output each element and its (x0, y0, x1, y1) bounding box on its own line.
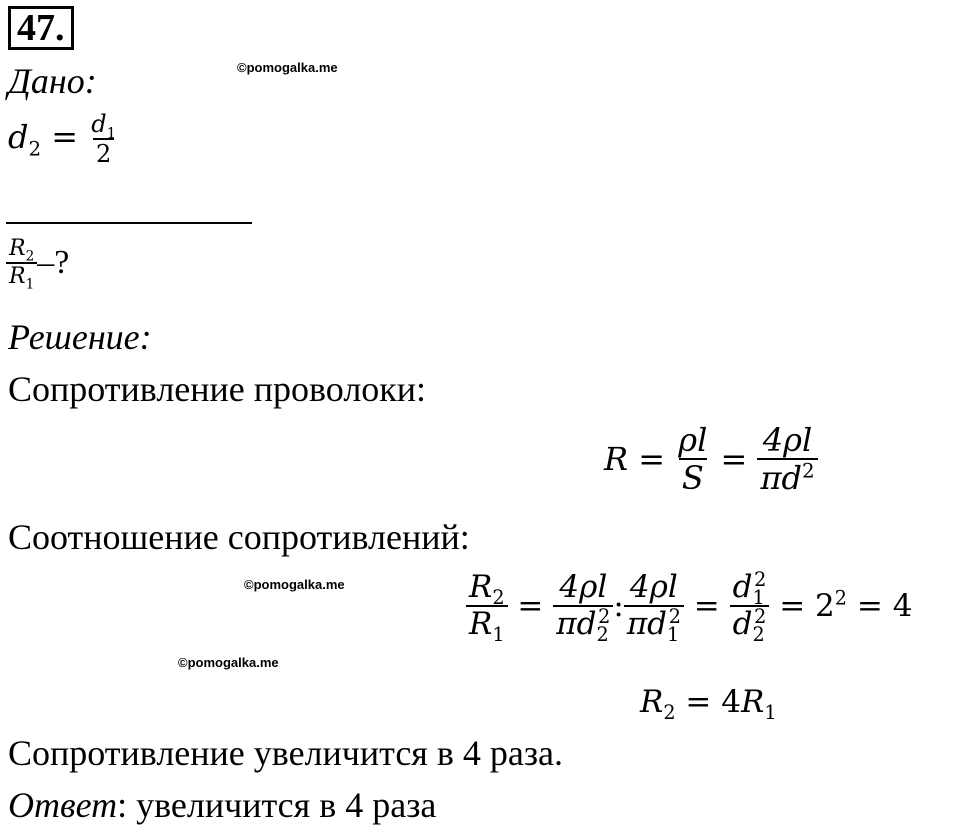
formula1-f1-den: S (679, 458, 707, 494)
formula2-pow-base: 2 (815, 588, 835, 624)
formula1-fraction-2 (757, 421, 817, 497)
find-num-var: R (9, 236, 26, 261)
solution-label: Решение: (8, 317, 152, 357)
formula2-frac-c (730, 567, 770, 647)
formula3-lhs-var: R (640, 684, 664, 720)
formula1-f1-num: ρl (678, 421, 708, 459)
find-fraction (6, 236, 37, 293)
formula2-frac-a (553, 569, 613, 647)
text-line-resistance: Сопротивление проволоки: (8, 369, 427, 409)
formula1-f2-den-base: πd (760, 459, 802, 497)
equals-sign: = (779, 588, 806, 624)
colon-sign: : (613, 588, 624, 624)
formula2-sub: 1 (667, 623, 680, 647)
find-den-sub: 1 (25, 276, 35, 293)
ratio-formula (466, 567, 913, 647)
formula2-frac-b-num: 4ρl (629, 569, 678, 605)
given-num-sub: 1 (106, 123, 117, 142)
conclusion-text: Сопротивление увеличится в 4 раза. (8, 733, 564, 773)
answer-label: Ответ (8, 785, 118, 825)
formula2-sub: 1 (492, 623, 505, 647)
equals-sign: = (51, 117, 79, 156)
equals-sign: = (720, 440, 748, 478)
watermark: ©pomogalka.me (178, 655, 279, 670)
watermark: ©pomogalka.me (244, 577, 345, 592)
formula2-sub: 2 (492, 586, 505, 610)
equals-sign: = (638, 440, 666, 478)
find-question: –? (37, 244, 70, 281)
given-frac-den: 2 (93, 138, 114, 166)
formula2-den-base: πd (556, 606, 597, 642)
answer-text: увеличится в 4 раза (136, 785, 437, 825)
formula3-coef: 4 (721, 684, 741, 720)
formula3-rhs-var: R (741, 684, 765, 720)
given-lhs-var: d (8, 117, 29, 156)
formula2-frac-a-den (553, 604, 613, 647)
formula2-pow-exp: 2 (834, 586, 847, 610)
equals-sign: = (517, 588, 544, 624)
formula2-sub: 2 (596, 623, 609, 647)
formula2-ratio-den (466, 605, 508, 647)
equals-sign: = (693, 588, 720, 624)
formula2-exp: 2 (754, 567, 767, 591)
formula2-power (815, 588, 847, 624)
formula1-r: R (604, 440, 629, 478)
formula2-d: d (732, 569, 753, 605)
equals-sign: = (685, 684, 712, 720)
formula2-r: R (469, 606, 493, 642)
problem-number: 47. (8, 6, 74, 50)
find-frac-num (6, 236, 37, 265)
formula2-frac-c-den (730, 604, 770, 647)
formula2-sub: 1 (752, 586, 765, 610)
formula2-ratio-num (466, 569, 508, 610)
formula2-frac-c-num (730, 567, 770, 610)
given-fraction (88, 112, 119, 166)
given-frac-num (88, 110, 119, 142)
given-lhs-sub: 2 (28, 136, 42, 160)
given-equation (8, 112, 119, 166)
answer-colon: : (117, 785, 128, 825)
given-separator (6, 222, 252, 224)
formula1-f2-den-exp: 2 (801, 459, 815, 483)
formula2-result: 4 (892, 588, 913, 624)
given-lhs (8, 117, 42, 160)
formula2-ratio (466, 569, 508, 647)
formula2-frac-a-num: 4ρl (559, 569, 608, 605)
text-line-ratio: Соотношение сопротивлений: (8, 517, 470, 557)
formula2-frac-b (624, 569, 684, 647)
answer-line (8, 784, 436, 826)
formula3-rhs-sub: 1 (764, 701, 777, 725)
formula1-f2-num: 4ρl (762, 421, 813, 459)
find-expression (6, 236, 70, 293)
formula2-exp: 2 (668, 604, 681, 628)
formula2-frac-b-den (624, 604, 684, 647)
formula1-fraction-1 (675, 421, 710, 497)
formula2-r: R (469, 569, 493, 605)
given-num-var: d (91, 110, 107, 138)
find-frac-den (6, 262, 37, 293)
formula2-d: d (732, 606, 753, 642)
result-formula (640, 684, 777, 725)
formula2-den-base: πd (626, 606, 668, 642)
given-label: Дано: (8, 61, 97, 101)
resistance-formula (604, 421, 818, 497)
formula2-subsup (596, 623, 608, 646)
formula3-lhs-sub: 2 (663, 701, 676, 725)
formula2-sub: 2 (752, 623, 765, 647)
equals-sign: = (856, 588, 883, 624)
watermark: ©pomogalka.me (237, 60, 338, 75)
find-num-sub: 2 (25, 248, 35, 265)
find-den-var: R (9, 264, 26, 289)
formula2-exp: 2 (598, 604, 611, 628)
formula1-f2-den (757, 458, 817, 497)
formula2-exp: 2 (754, 604, 767, 628)
